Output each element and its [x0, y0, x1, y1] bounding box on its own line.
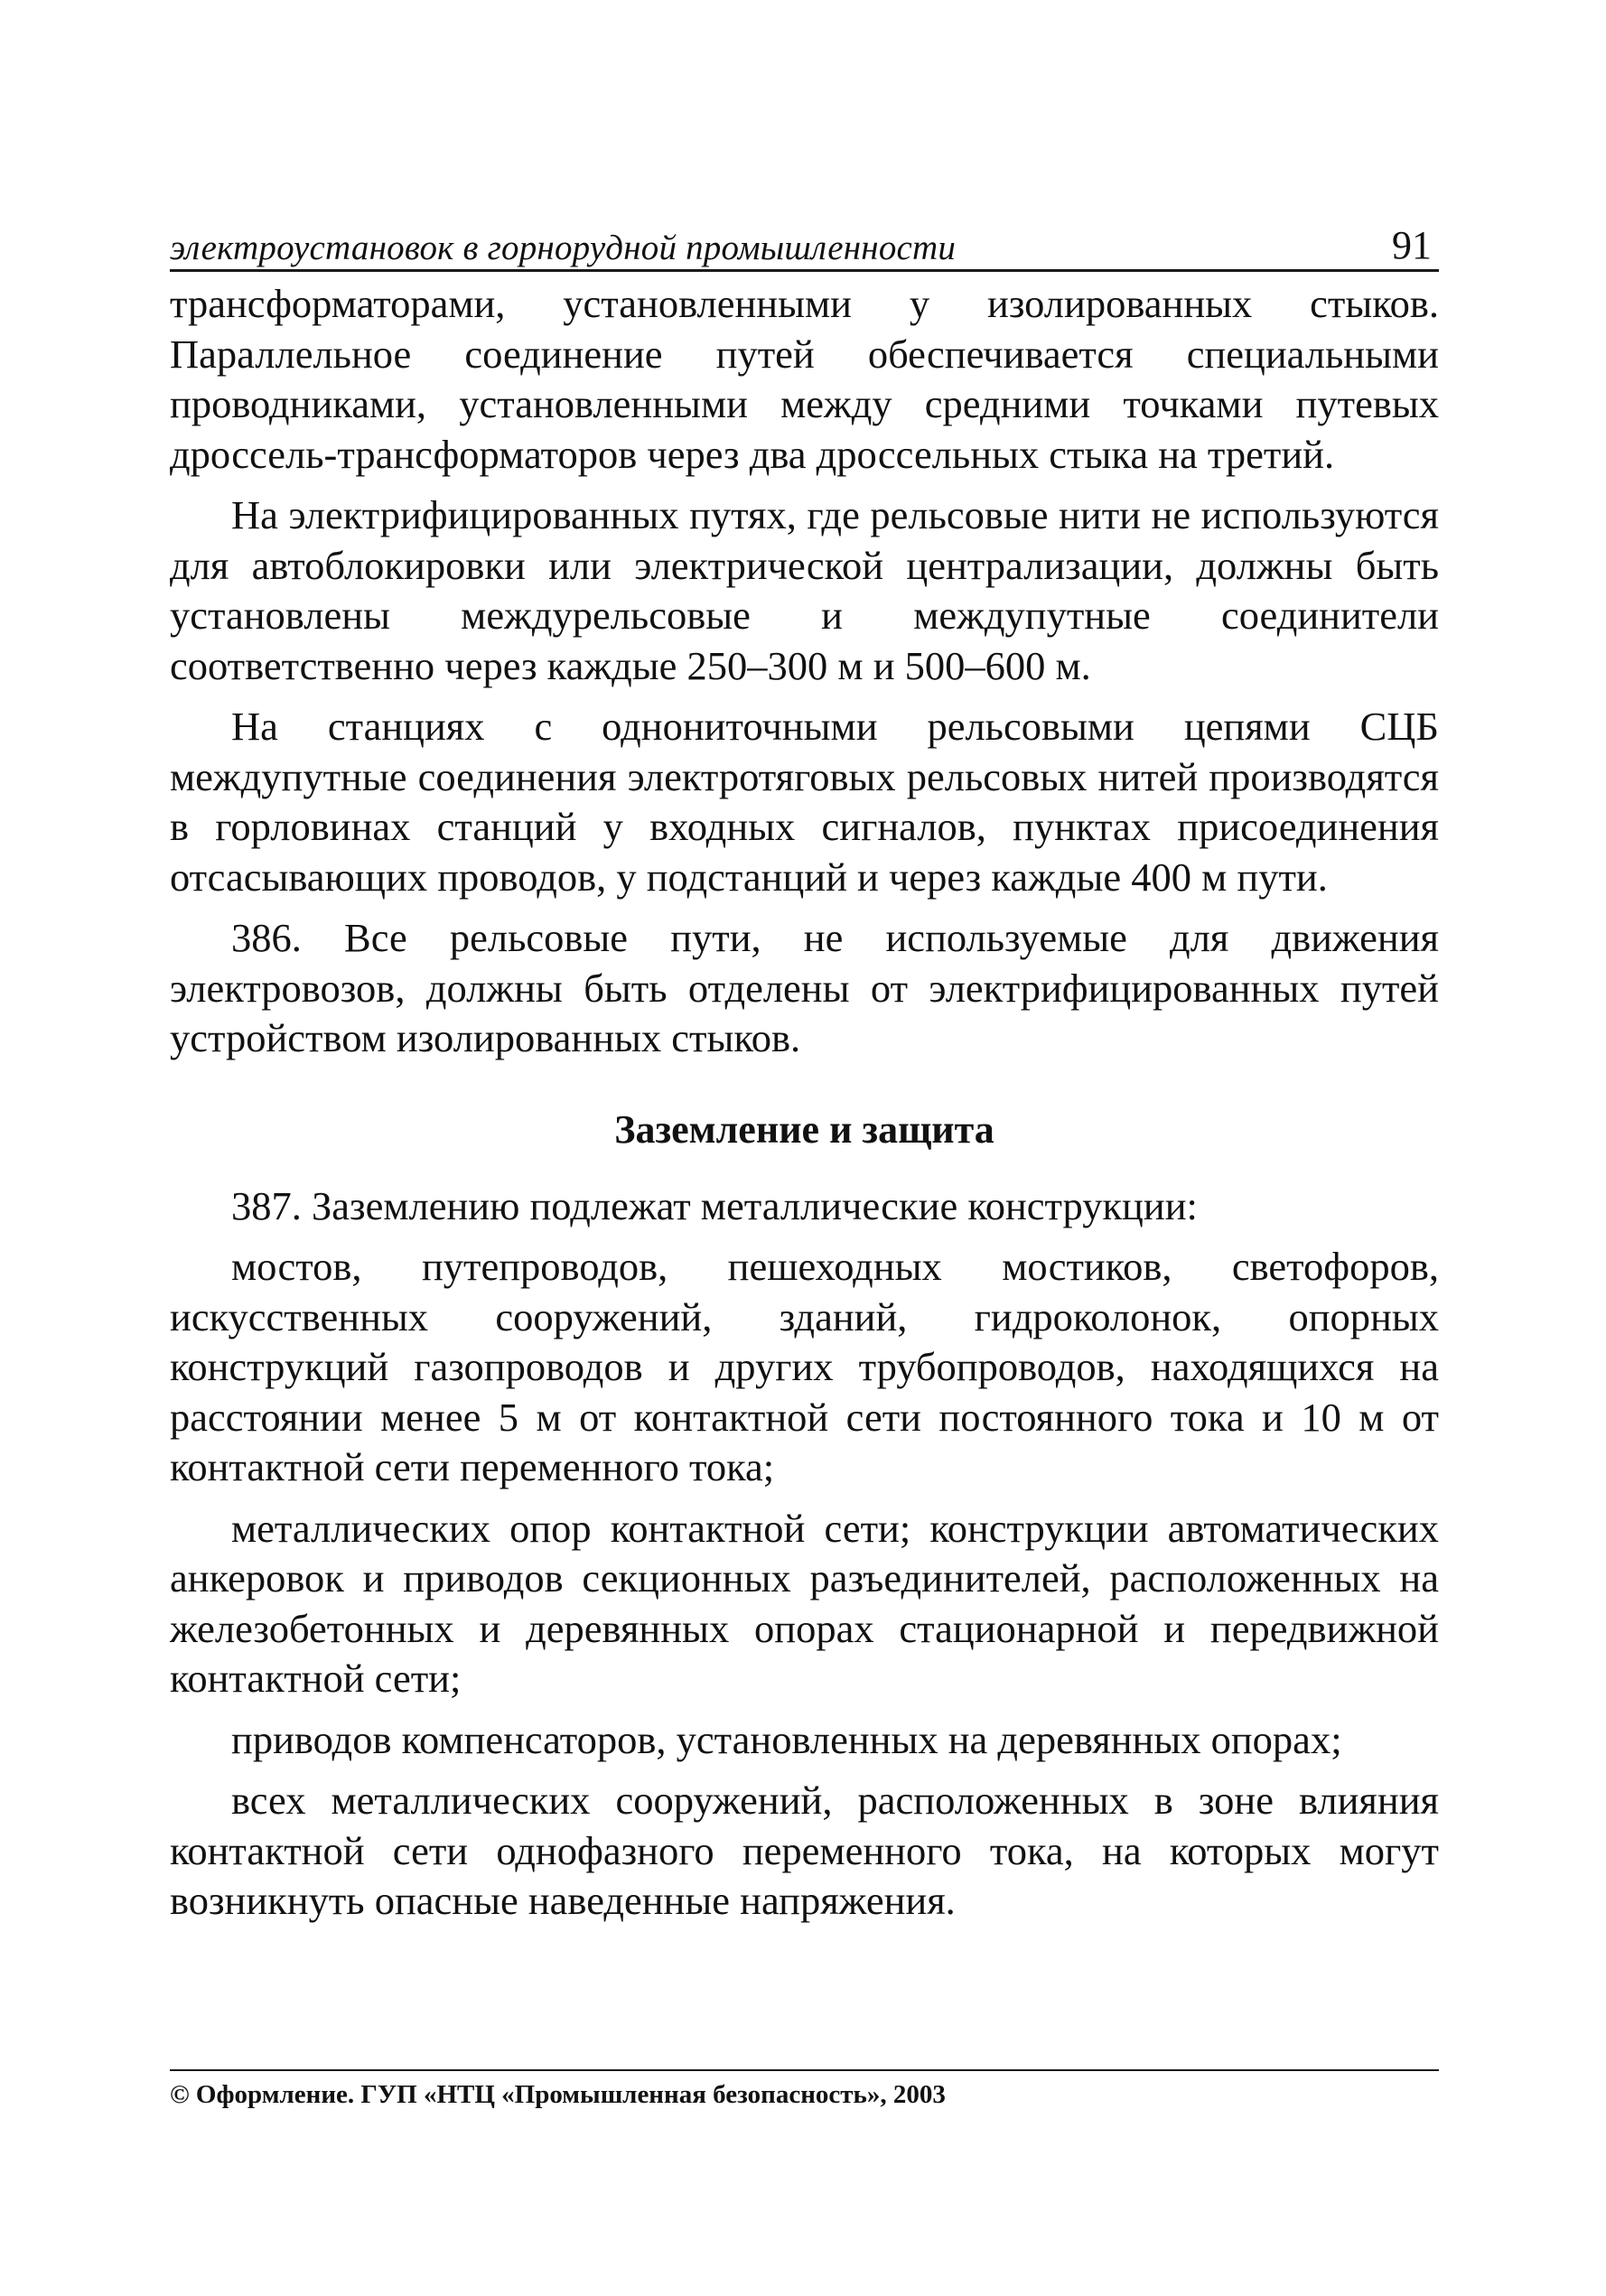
running-title: электроустановок в горнорудной промышленности — [170, 229, 957, 267]
paragraph: всех металлических сооружений, расположенных в зоне влияния контактной сети однофазного переменного тока, на которых могут возникнуть опасные наведенные напряжения. — [170, 1778, 1439, 1923]
paragraph: мостов, путепроводов, пешеходных мостиков, светофоров, искусственных сооружений, зданий, гидроколонок, опорных конструкций газопроводов и других трубопроводов, находящихся на расстоянии менее 5 м от контактной сети постоянного тока и 10 м от контактной сети переменного тока; — [170, 1244, 1439, 1489]
paragraph: 387. Заземлению подлежат металлические конструкции: — [231, 1182, 1198, 1228]
section-heading: Заземление и защита — [614, 1106, 994, 1152]
paragraph: На электрифицированных путях, где рельсовые нити не используются для автоблокировки или электрической централизации, должны быть установлены междурельсовые и междупутные соединители соответственно через каждые 250–300 м и 500–600 м. — [170, 492, 1439, 688]
footer-divider — [170, 2069, 1439, 2071]
paragraph: На станциях с однониточными рельсовыми цепями СЦБ междупутные соединения электротяговых рельсовых нитей производятся в горловинах станций у входных сигналов, пунктах присоединения отсасывающих проводов, у подстанций и через каждые 400 м пути. — [170, 704, 1439, 900]
footer-copyright: © Оформление. ГУП «НТЦ «Промышленная безопасность», 2003 — [170, 2080, 946, 2109]
paragraph: трансформаторами, установленными у изолированных стыков. Параллельное соединение путей обеспечивается специальными проводниками, установленными между средними точками путевых дроссель-трансформаторов через два дроссельных стыка на третий. — [170, 281, 1439, 477]
paragraph: 386. Все рельсовые пути, не используемые для движения электровозов, должны быть отделены от электрифицированных путей устройством изолированных стыков. — [170, 915, 1439, 1060]
paragraph: металлических опор контактной сети; конструкции автоматических анкеровок и приводов секционных разъединителей, расположенных на железобетонных и деревянных опорах стационарной и передвижной контактной сети; — [170, 1505, 1439, 1701]
paragraph: приводов компенсаторов, установленных на деревянных опорах; — [231, 1716, 1342, 1762]
page-content — [170, 217, 1439, 1937]
running-header — [170, 217, 1439, 272]
page-number: 91 — [1392, 223, 1432, 267]
body-text — [170, 279, 1439, 1927]
